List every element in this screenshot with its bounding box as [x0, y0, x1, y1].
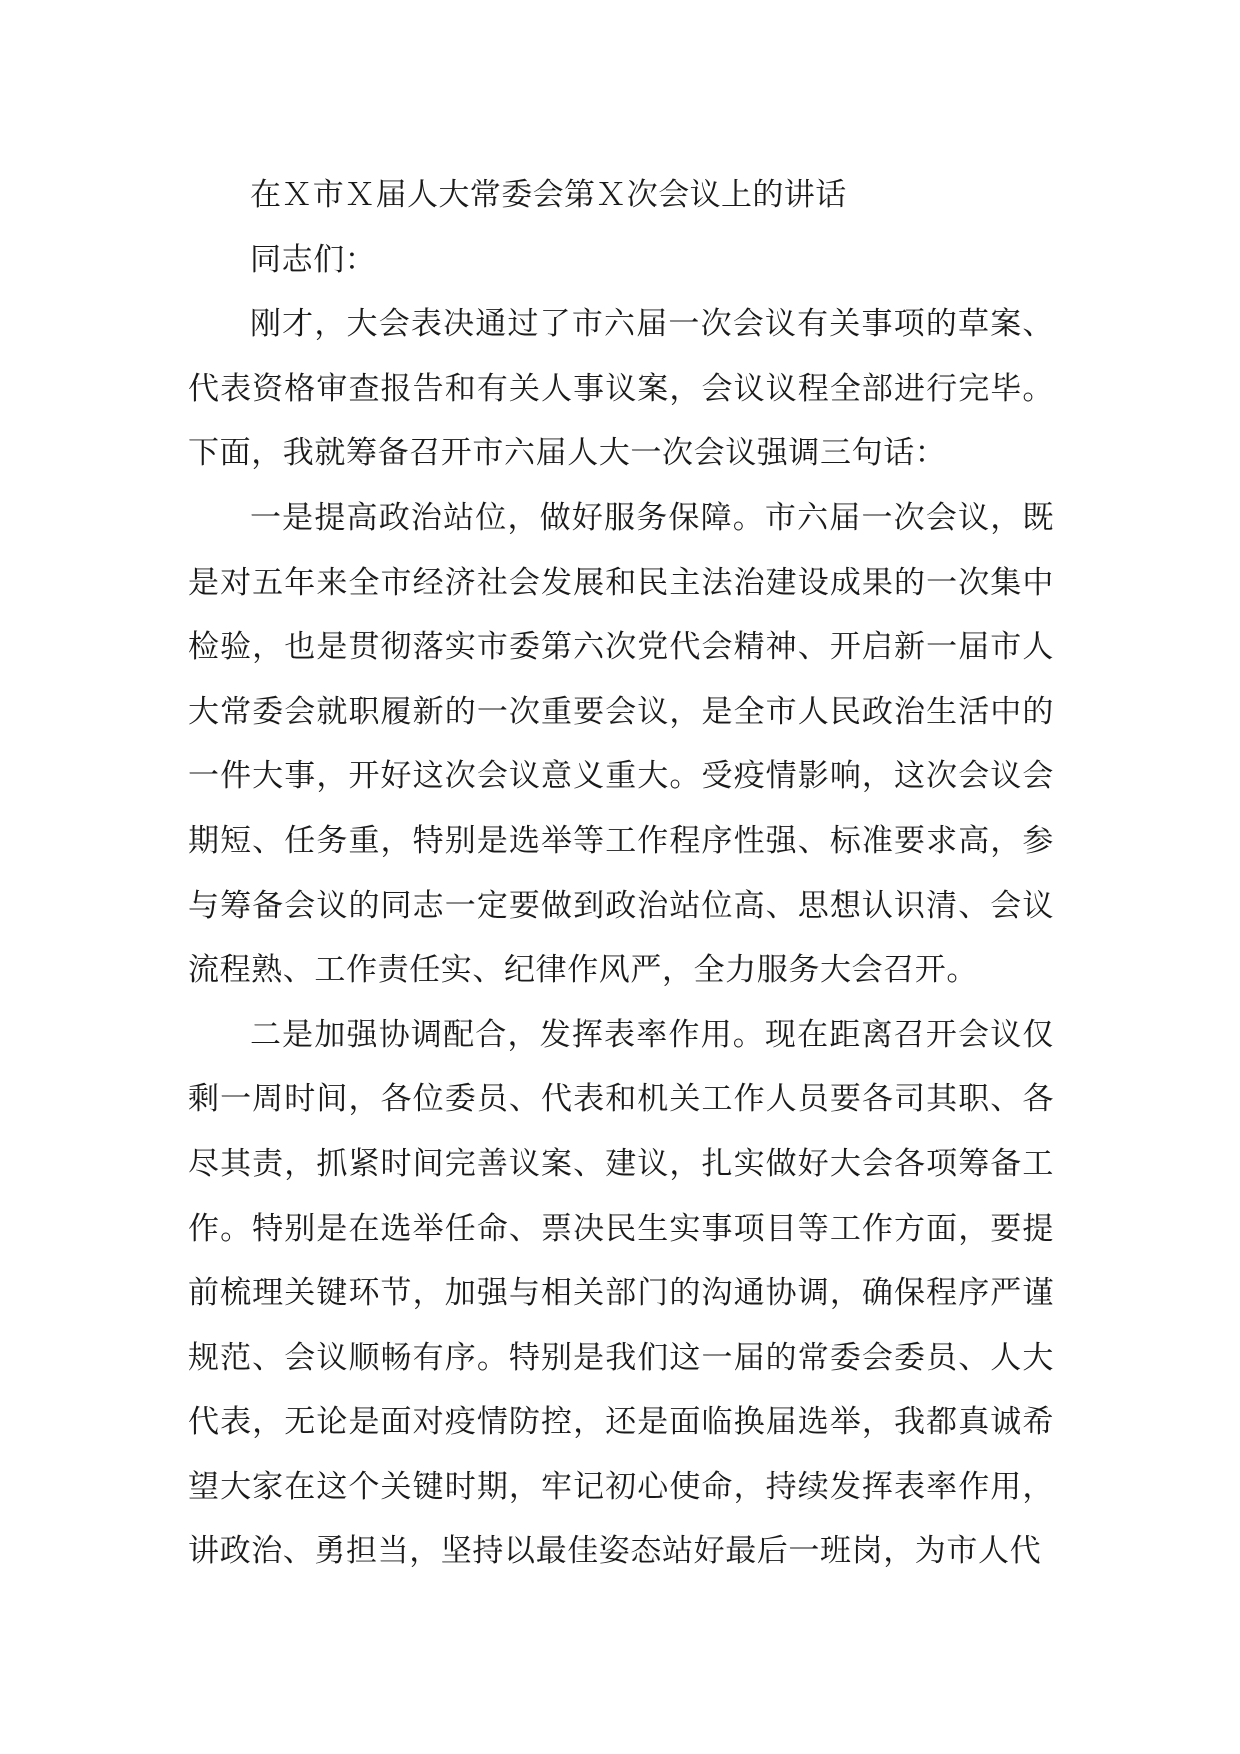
salutation: 同志们：: [250, 241, 377, 278]
paragraph-point-one: 一是提高政治站位，做好服务保障。市六届一次会议，既是对五年来全市经济社会发展和民主法治建设成果的一次集中检验，也是贯彻落实市委第六次党代会精神、开启新一届市人大常委会就职履新的一次重要会议，是全市人民政治生活中的一件大事，开好这次会议意义重大。受疫情影响，这次会议会期短、任务重，特别是选举等工作程序性强、标准要求高，参与筹备会议的同志一定要做到政治站位高、思想认识清、会议流程熟、工作责任实、纪律作风严，全力服务大会召开。: [188, 499, 1054, 989]
paragraph-intro: 刚才，大会表决通过了市六届一次会议有关事项的草案、代表资格审查报告和有关人事议案，会议议程全部进行完毕。下面，我就筹备召开市六届人大一次会议强调三句话：: [188, 306, 1054, 472]
speech-title: 在Ｘ市Ｘ届人大常委会第Ｘ次会议上的讲话: [250, 177, 847, 213]
speech-body: [188, 163, 1054, 1584]
paragraph-point-two: 二是加强协调配合，发挥表率作用。现在距离召开会议仅剩一周时间，各位委员、代表和机关工作人员要各司其职、各尽其责，抓紧时间完善议案、建议，扎实做好大会各项筹备工作。特别是在选举任命、票决民生实事项目等工作方面，要提前梳理关键环节，加强与相关部门的沟通协调，确保程序严谨规范、会议顺畅有序。特别是我们这一届的常委会委员、人大代表，无论是面对疫情防控，还是面临换届选举，我都真诚希望大家在这个关键时期，牢记初心使命，持续发挥表率作用，讲政治、勇担当，坚持以最佳姿态站好最后一班岗，为市人代: [188, 1016, 1054, 1570]
